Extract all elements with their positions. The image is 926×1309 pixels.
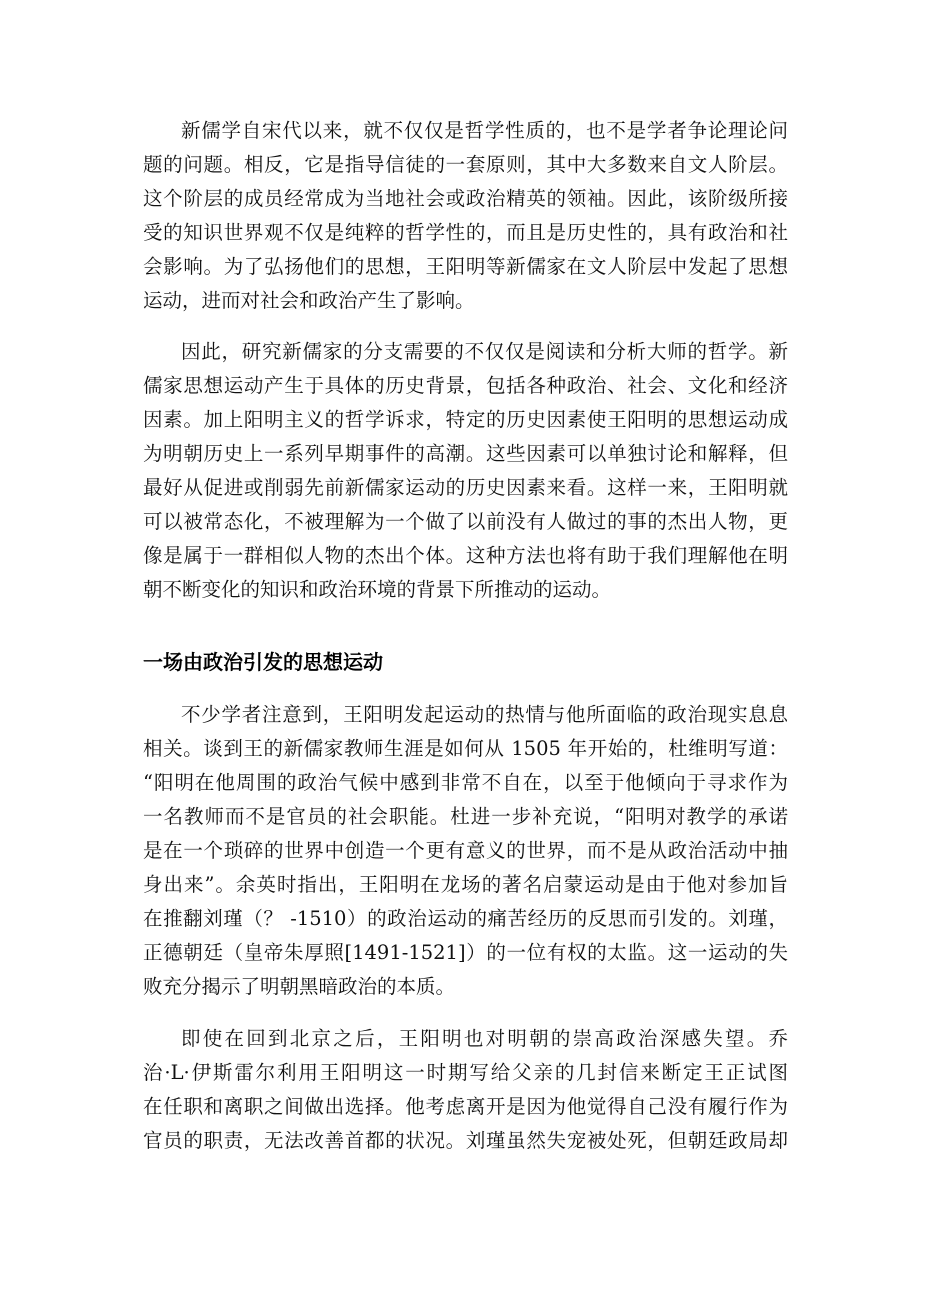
text-line: 儒家思想运动产生于具体的历史背景，包括各种政治、社会、文化和经济: [143, 374, 788, 397]
text-line: 最好从促进或削弱先前新儒家运动的历史因素来看。这样一来，王阳明就: [143, 476, 788, 499]
text-line: 败充分揭示了明朝黑暗政治的本质。: [143, 975, 456, 998]
text-line: “阳明在他周围的政治气候中感到非常不自在，以至于他倾向于寻求作为: [143, 771, 788, 794]
text-line: 相关。谈到王的新儒家教师生涯是如何从 1505 年开始的，杜维明写道：: [143, 737, 788, 760]
text-line: 运动，进而对社会和政治产生了影响。: [143, 289, 475, 312]
text-line: 即使在回到北京之后，王阳明也对明朝的崇高政治深感失望。乔: [181, 1027, 788, 1050]
text-line: 像是属于一群相似人物的杰出个体。这种方法也将有助于我们理解他在明: [143, 544, 788, 567]
text-line: 不少学者注意到，王阳明发起运动的热情与他所面临的政治现实息息: [181, 703, 788, 726]
text-line: 可以被常态化，不被理解为一个做了以前没有人做过的事的杰出人物，更: [143, 510, 788, 533]
text-line: 是在一个琐碎的世界中创造一个更有意义的世界，而不是从政治活动中抽: [143, 839, 788, 862]
text-line: 这个阶层的成员经常成为当地社会或政治精英的领袖。因此，该阶级所接: [143, 187, 788, 210]
text-line: 题的问题。相反，它是指导信徒的一套原则，其中大多数来自文人阶层。: [143, 153, 788, 176]
text-line: 在推翻刘瑾（？ -1510）的政治运动的痛苦经历的反思而引发的。刘瑾，: [143, 907, 788, 930]
text-line: 朝不断变化的知识和政治环境的背景下所推动的运动。: [143, 578, 612, 601]
section-heading: 一场由政治引发的思想运动: [143, 650, 383, 674]
text-line: 会影响。为了弘扬他们的思想，王阳明等新儒家在文人阶层中发起了思想: [143, 255, 788, 278]
paragraph-4: [143, 1022, 788, 1158]
text-line: 正德朝廷（皇帝朱厚照[1491-1521]）的一位有权的太监。这一运动的失: [143, 941, 788, 964]
text-line: 新儒学自宋代以来，就不仅仅是哲学性质的，也不是学者争论理论问: [181, 119, 788, 142]
text-line: 一名教师而不是官员的社会职能。杜进一步补充说，“阳明对教学的承诺: [143, 805, 788, 828]
text-line: 在任职和离职之间做出选择。他考虑离开是因为他觉得自己没有履行作为: [143, 1095, 788, 1118]
paragraph-3: [143, 698, 788, 1004]
text-line: 受的知识世界观不仅是纯粹的哲学性的，而且是历史性的，具有政治和社: [143, 221, 788, 244]
text-line: 官员的职责，无法改善首都的状况。刘瑾虽然失宠被处死，但朝廷政局却: [143, 1129, 788, 1152]
text-line: 为明朝历史上一系列早期事件的高潮。这些因素可以单独讨论和解释，但: [143, 442, 788, 465]
text-line: 治·L·伊斯雷尔利用王阳明这一时期写给父亲的几封信来断定王正试图: [143, 1061, 788, 1084]
text-line: 因此，研究新儒家的分支需要的不仅仅是阅读和分析大师的哲学。新: [181, 340, 788, 363]
text-line: 身出来”。余英时指出，王阳明在龙场的著名启蒙运动是由于他对参加旨: [143, 873, 788, 896]
paragraph-2: [143, 335, 788, 607]
paragraph-1: [143, 114, 788, 318]
text-line: 因素。加上阳明主义的哲学诉求，特定的历史因素使王阳明的思想运动成: [143, 408, 788, 431]
